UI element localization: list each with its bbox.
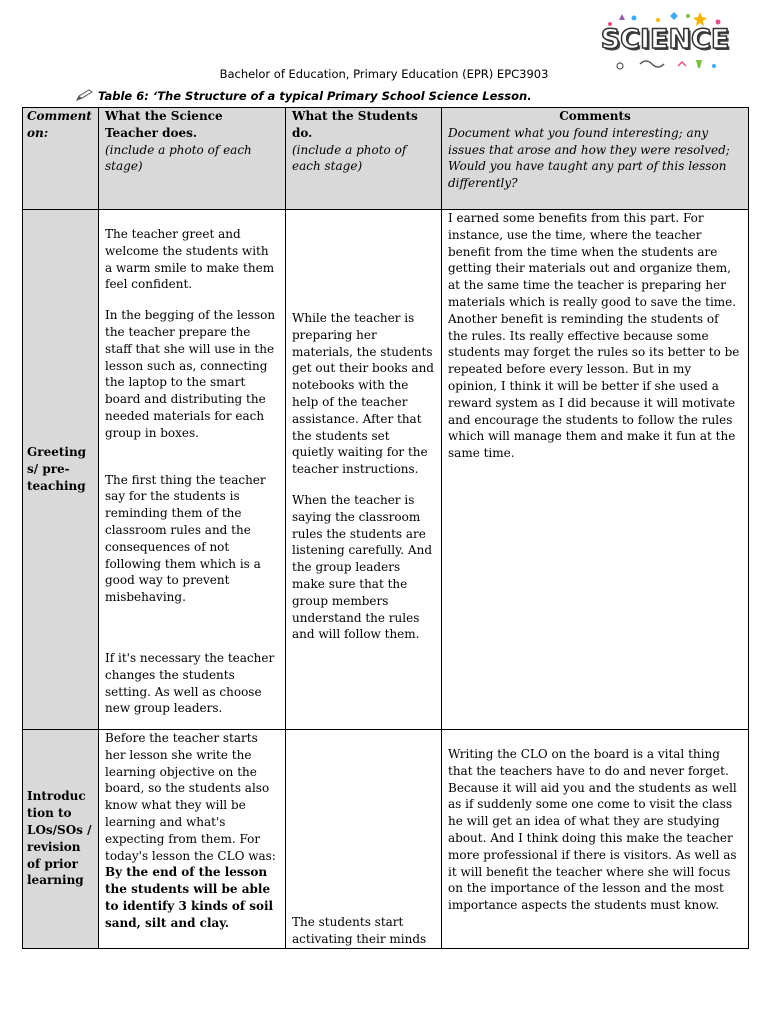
stage-cell <box>23 730 99 949</box>
course-title: Bachelor of Education, Primary Education (EPR) EPC3903 <box>219 67 549 81</box>
comments-cell <box>442 210 749 730</box>
teacher-paragraph: If it's necessary the teacher changes the students setting. As well as choose new group leaders. <box>105 650 275 716</box>
teacher-objective: By the end of the lesson the students will be able to identify 3 kinds of soil sand, silt and clay. <box>105 865 274 930</box>
teacher-paragraph: The teacher greet and welcome the students with a warm smile to make them feel confident. <box>105 227 275 292</box>
teacher-paragraph: In the begging of the lesson the teacher prepare the staff that she will use in the lesson such as, connecting the laptop to the smart board and distributing the needed materials for each group in boxes. <box>105 308 276 440</box>
header-students <box>286 108 442 210</box>
stage-label: Introduc tion to LOs/SOs / revision of prior learning <box>27 789 92 888</box>
science-logo <box>600 10 730 74</box>
table-caption-text: Table 6: ‘The Structure of a typical Primary School Science Lesson. <box>98 89 532 103</box>
header-students-note: (include a photo of each stage) <box>292 142 407 174</box>
science-logo-text: SCIENCE <box>600 24 730 55</box>
header-comment-on <box>23 108 99 210</box>
students-cell <box>286 730 442 949</box>
students-paragraph: The students start activating their minds <box>292 915 427 946</box>
table-caption <box>76 89 532 103</box>
teacher-cell <box>99 210 286 730</box>
table-row <box>23 730 749 949</box>
teacher-cell <box>99 730 286 949</box>
stage-cell <box>23 210 99 730</box>
pencil-icon <box>76 89 94 101</box>
students-paragraph: While the teacher is preparing her materials, the students get out their books and notebooks with the help of the teacher assistance. After that the students set quietly waiting for the teacher instructions. <box>292 311 434 477</box>
students-cell <box>286 210 442 730</box>
teacher-paragraph: The first thing the teacher say for the students is reminding them of the classroom rules and the consequences of not following them which is a good way to prevent misbehaving. <box>105 472 266 605</box>
table-row <box>23 210 749 730</box>
header-teacher-note: (include a photo of each stage) <box>105 142 252 174</box>
teacher-paragraph: Before the teacher starts her lesson she write the learning objective on the board, so the students also know what they will be learning and what's expecting from them. For today's lesson the CLO was: <box>105 731 276 863</box>
header-comments-title: Comments <box>559 109 631 123</box>
header-comments <box>442 108 749 210</box>
header-comments-note: Document what you found interesting; any issues that arose and how they were resolved; Would you have taught any part of this lesson differently? <box>448 125 730 191</box>
header-teacher <box>99 108 286 210</box>
table-header-row <box>23 108 749 210</box>
lesson-structure-table <box>22 107 749 949</box>
comments-cell <box>442 730 749 949</box>
comments-paragraph: I earned some benefits from this part. For instance, use the time, where the teacher benefit from the time when the students are getting their materials out and organize them, at the same time the teacher is preparing her materials which is really good to save the time. Another benefit is reminding the students of the rules. Its really effective because some students may forget the rules so its better to be repeated before every lesson. But in my opinion, I think it will be better if she used a reward system as I did because it will motivate and encourage the students to follow the rules which will manage them and make it fun at the same time. <box>448 211 740 461</box>
comments-paragraph: Writing the CLO on the board is a vital thing that the teachers have to do and never forget. Because it will aid you and the students as well as if suddenly some one come to visit the class he will get an idea of what they are studying about. And I think doing this make the teacher more professional if there is visitors. As well as it will benefit the teacher where she will focus on the importance of the lesson and the most importance aspects the students must know. <box>448 747 737 913</box>
header-teacher-title: What the Science Teacher does. <box>105 109 223 140</box>
header-comment-on-label: Comment on: <box>27 109 92 140</box>
stage-label: Greeting s/ pre-teaching <box>27 445 87 493</box>
header-students-title: What the Students do. <box>292 109 418 140</box>
students-paragraph: When the teacher is saying the classroom rules the students are listening carefully. And the group leaders make sure that the group members understand the rules and will follow them. <box>292 492 432 642</box>
